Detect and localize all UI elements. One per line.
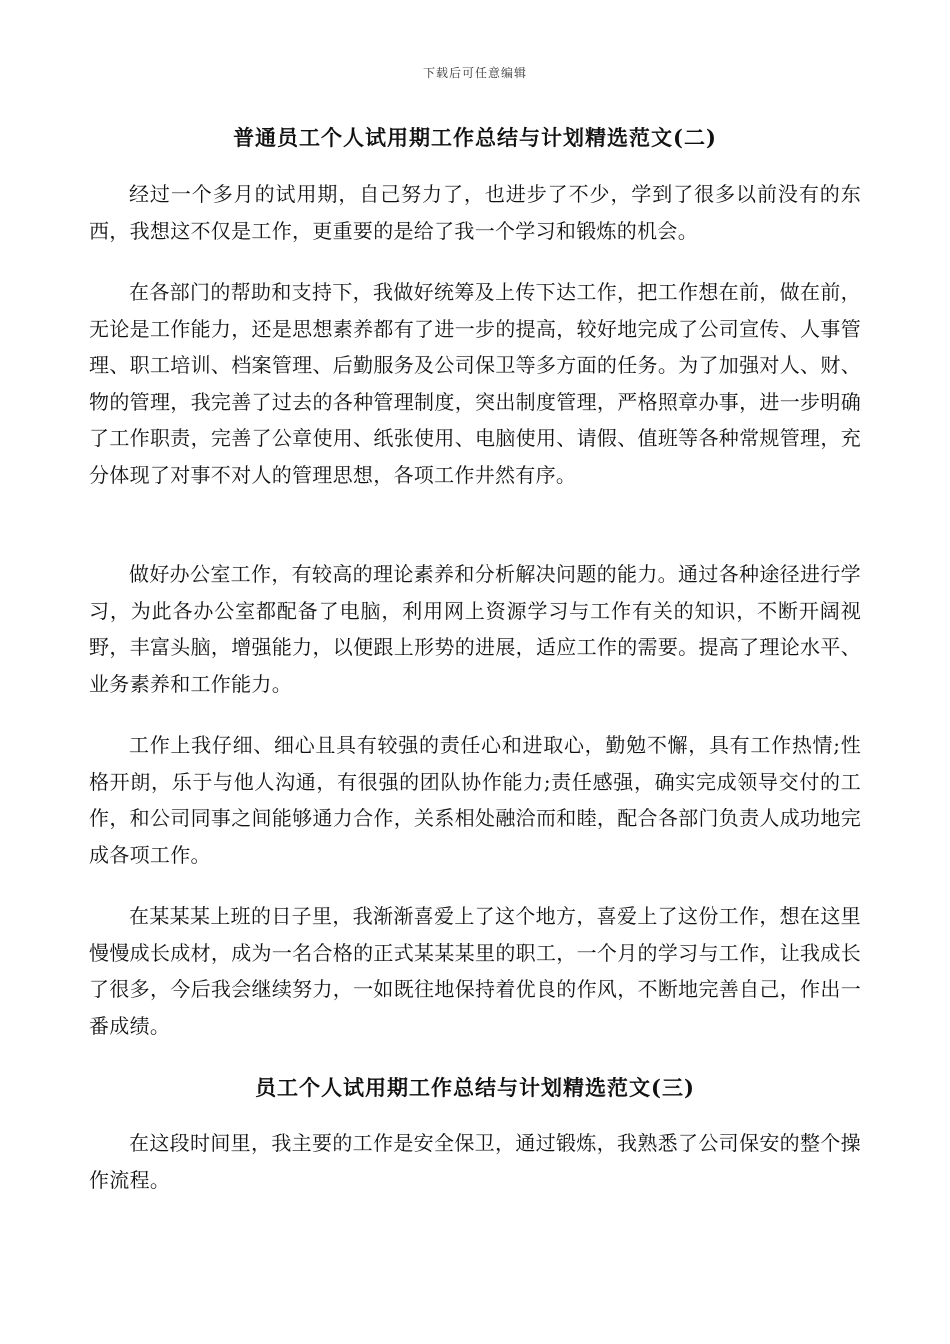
paragraph: 在某某某上班的日子里，我渐渐喜爱上了这个地方，喜爱上了这份工作，想在这里慢慢成长成材，成为一名合格的正式某某某里的职工，一个月的学习与工作，让我成长了很多，今后我会继续努力，一如既往地保持着优良的作风，不断地完善自己，作出一番成绩。 (89, 904, 861, 1038)
paragraph: 在这段时间里，我主要的工作是安全保卫，通过锻炼，我熟悉了公司保安的整个操作流程。 (89, 1131, 861, 1192)
paragraph: 经过一个多月的试用期，自己努力了，也进步了不少，学到了很多以前没有的东西，我想这不仅是工作，更重要的是给了我一个学习和锻炼的机会。 (89, 182, 861, 243)
paragraph: 做好办公室工作，有较高的理论素养和分析解决问题的能力。通过各种途径进行学习，为此各办公室都配备了电脑，利用网上资源学习与工作有关的知识，不断开阔视野，丰富头脑，增强能力，以便跟上形势的进展，适应工作的需要。提高了理论水平、业务素养和工作能力。 (89, 562, 861, 696)
paragraph: 工作上我仔细、细心且具有较强的责任心和进取心，勤勉不懈，具有工作热情;性格开朗，乐于与他人沟通，有很强的团队协作能力;责任感强，确实完成领导交付的工作，和公司同事之间能够通力合作，关系相处融洽而和睦，配合各部门负责人成功地完成各项工作。 (89, 733, 861, 867)
paragraph: 在各部门的帮助和支持下，我做好统筹及上传下达工作，把工作想在前，做在前，无论是工作能力，还是思想素养都有了进一步的提高，较好地完成了公司宣传、人事管理、职工培训、档案管理、后勤服务及公司保卫等多方面的任务。为了加强对人、财、物的管理，我完善了过去的各种管理制度，突出制度管理，严格照章办事，进一步明确了工作职责，完善了公章使用、纸张使用、电脑使用、请假、值班等各种常规管理，充分体现了对事不对人的管理思想，各项工作井然有序。 (89, 280, 861, 487)
section-title: 员工个人试用期工作总结与计划精选范文(三) (255, 1075, 695, 1100)
section-title: 普通员工个人试用期工作总结与计划精选范文(二) (233, 125, 717, 150)
header-note: 下载后可任意编辑 (422, 66, 527, 80)
